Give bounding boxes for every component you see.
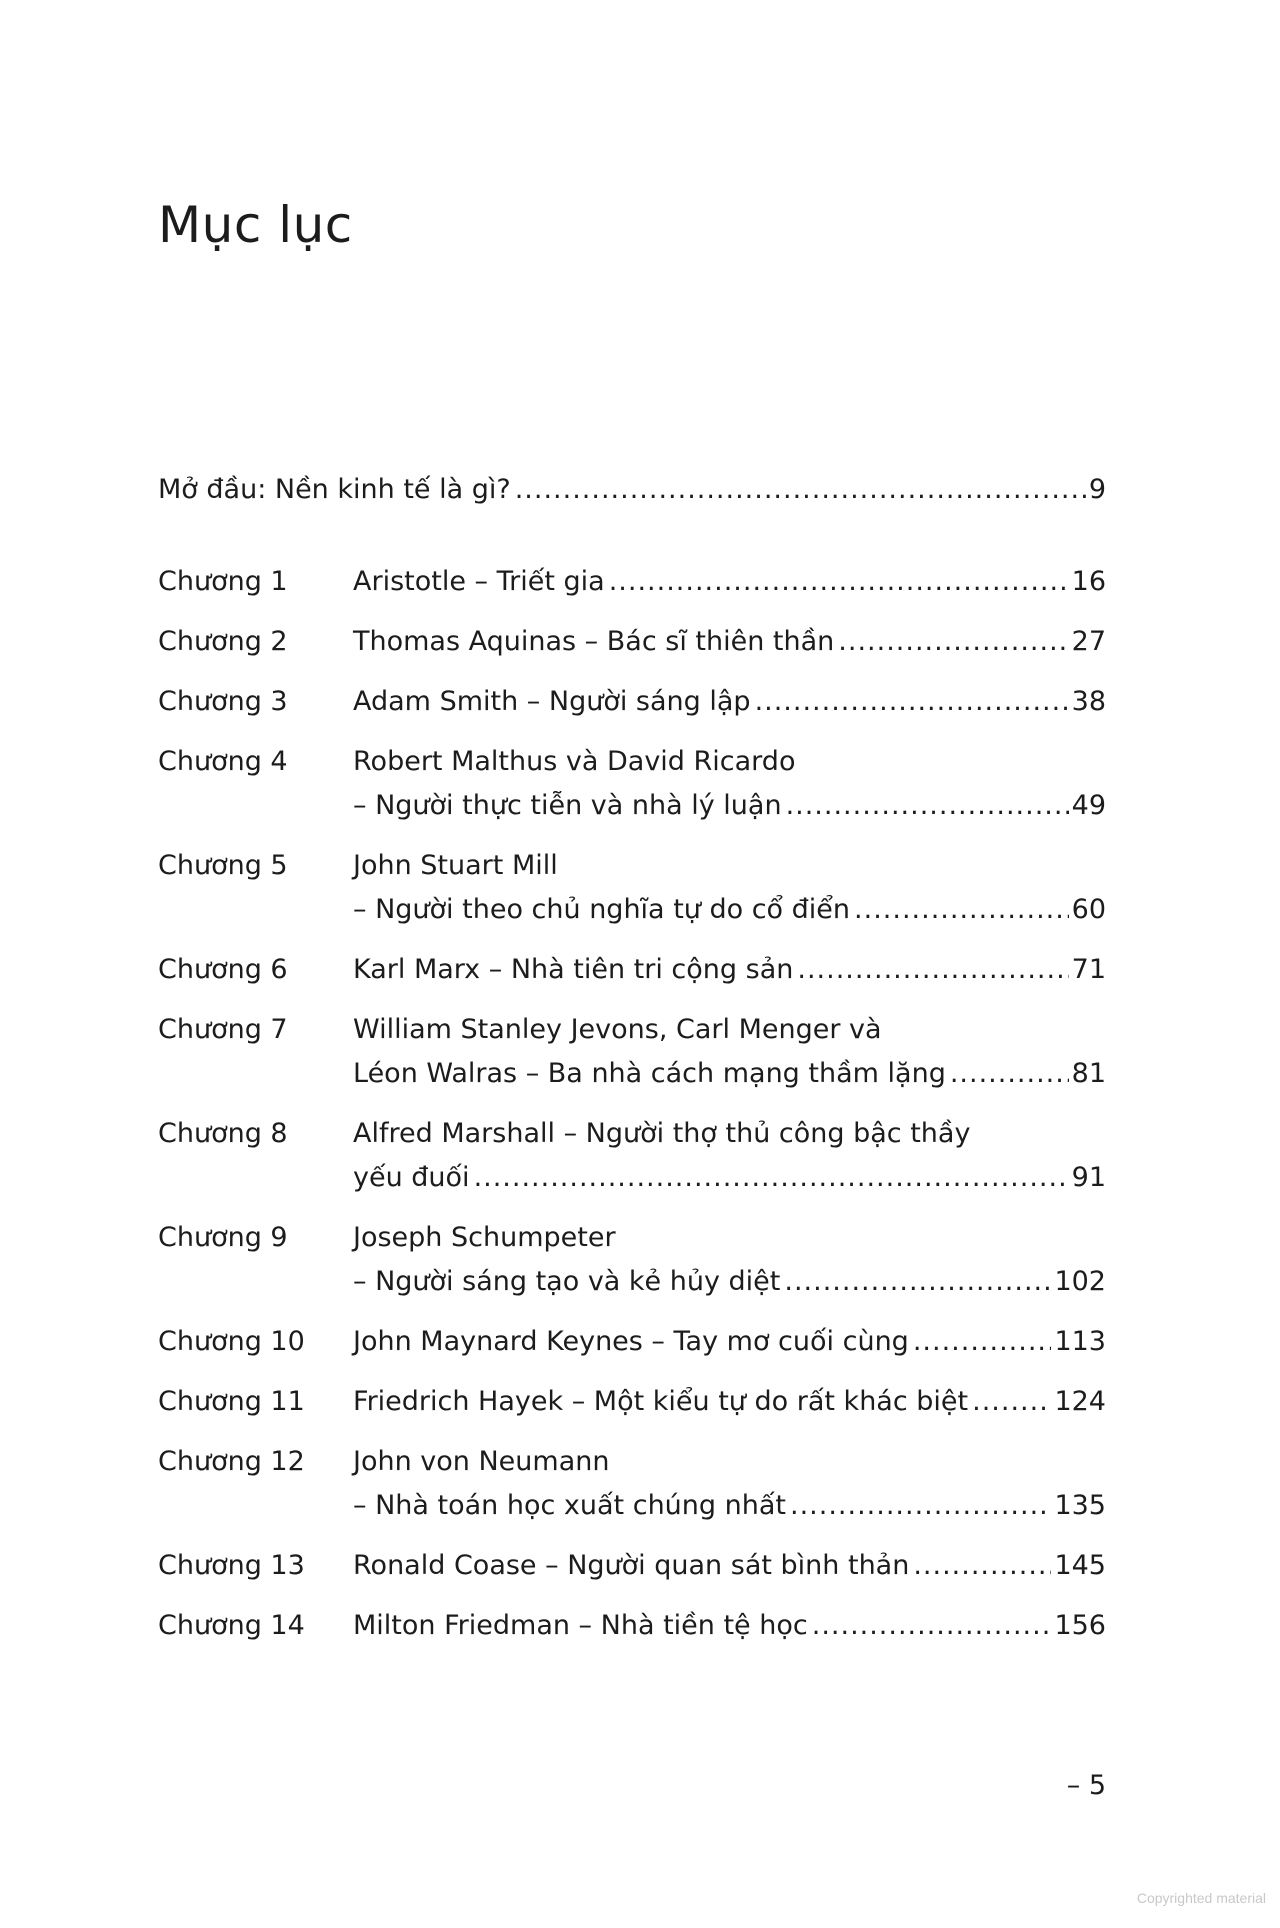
chapter-page-number: 113 xyxy=(1054,1326,1106,1357)
chapter-title-block xyxy=(353,740,1106,828)
toc-chapter-entry xyxy=(158,1440,1106,1528)
chapter-title-line: Adam Smith – Người sáng lập xyxy=(353,686,751,717)
chapter-page-number: 124 xyxy=(1054,1386,1106,1417)
chapter-title-last-line xyxy=(353,1544,1106,1588)
chapter-label: Chương 10 xyxy=(158,1326,305,1357)
dot-leader xyxy=(755,680,1069,724)
dot-leader xyxy=(838,620,1068,664)
chapter-title-block xyxy=(353,1216,1106,1304)
table-of-contents xyxy=(158,468,1106,1664)
page-title: Mục lục xyxy=(158,196,353,254)
toc-chapter-entry xyxy=(158,560,1106,604)
chapter-page-number: 135 xyxy=(1054,1490,1106,1521)
chapter-title-last-line xyxy=(353,620,1106,664)
page-number: – 5 xyxy=(1066,1770,1106,1801)
chapter-title-line: yếu đuối xyxy=(353,1162,470,1193)
dot-leader xyxy=(797,948,1068,992)
toc-chapter-entry xyxy=(158,1604,1106,1648)
chapter-title-line: Thomas Aquinas – Bác sĩ thiên thần xyxy=(353,626,835,657)
chapter-title-line: Alfred Marshall – Người thợ thủ công bậc thầy xyxy=(353,1118,971,1149)
dot-leader xyxy=(972,1380,1051,1424)
chapter-title-line: – Người theo chủ nghĩa tự do cổ điển xyxy=(353,894,851,925)
chapter-label: Chương 4 xyxy=(158,746,288,777)
chapter-label: Chương 1 xyxy=(158,566,288,597)
copyright-watermark: Copyrighted material xyxy=(1136,1890,1266,1906)
chapter-title-line: Robert Malthus và David Ricardo xyxy=(353,746,796,777)
chapter-label: Chương 14 xyxy=(158,1610,305,1641)
chapter-title-line: William Stanley Jevons, Carl Menger và xyxy=(353,1014,882,1045)
dot-leader xyxy=(913,1544,1051,1588)
chapter-title-line: Joseph Schumpeter xyxy=(353,1222,616,1253)
toc-chapter-entry xyxy=(158,740,1106,828)
chapter-title-line: Aristotle – Triết gia xyxy=(353,566,605,597)
chapter-title-block xyxy=(353,948,1106,992)
chapter-label: Chương 9 xyxy=(158,1222,288,1253)
dot-leader xyxy=(609,560,1069,604)
dot-leader xyxy=(950,1052,1069,1096)
chapter-page-number: 71 xyxy=(1071,954,1106,985)
toc-intro-entry xyxy=(158,468,1106,512)
dot-leader xyxy=(786,784,1069,828)
chapter-label: Chương 11 xyxy=(158,1386,305,1417)
chapter-title-line: – Người thực tiễn và nhà lý luận xyxy=(353,790,782,821)
chapter-title-last-line xyxy=(353,1260,1106,1304)
chapter-label: Chương 12 xyxy=(158,1446,305,1477)
dot-leader xyxy=(812,1604,1052,1648)
chapter-title-line: Léon Walras – Ba nhà cách mạng thầm lặng xyxy=(353,1058,946,1089)
chapter-title-block xyxy=(353,680,1106,724)
toc-chapter-entry xyxy=(158,1380,1106,1424)
chapter-title-last-line xyxy=(353,1604,1106,1648)
chapter-title-block xyxy=(353,560,1106,604)
chapter-title-line: Karl Marx – Nhà tiên tri cộng sản xyxy=(353,954,794,985)
toc-chapter-entry xyxy=(158,620,1106,664)
chapter-page-number: 49 xyxy=(1071,790,1106,821)
chapter-label: Chương 5 xyxy=(158,850,288,881)
chapter-page-number: 27 xyxy=(1071,626,1106,657)
chapter-title-last-line xyxy=(353,784,1106,828)
chapter-label: Chương 7 xyxy=(158,1014,288,1045)
chapter-title-last-line xyxy=(353,1380,1106,1424)
dot-leader xyxy=(913,1320,1052,1364)
chapter-title-last-line xyxy=(353,948,1106,992)
chapter-page-number: 16 xyxy=(1071,566,1106,597)
chapter-title-last-line xyxy=(353,560,1106,604)
chapter-title-line: John von Neumann xyxy=(353,1446,610,1477)
chapter-label: Chương 8 xyxy=(158,1118,288,1149)
toc-chapter-entry xyxy=(158,948,1106,992)
dot-leader xyxy=(784,1260,1051,1304)
chapter-list xyxy=(158,560,1106,1648)
chapter-title-block xyxy=(353,1320,1106,1364)
toc-chapter-entry xyxy=(158,844,1106,932)
chapter-page-number: 81 xyxy=(1071,1058,1106,1089)
chapter-title-line: Friedrich Hayek – Một kiểu tự do rất khác biệt xyxy=(353,1386,969,1417)
chapter-title-last-line xyxy=(353,888,1106,932)
dot-leader xyxy=(474,1156,1069,1200)
toc-chapter-entry xyxy=(158,1544,1106,1588)
chapter-page-number: 91 xyxy=(1071,1162,1106,1193)
toc-chapter-entry xyxy=(158,1216,1106,1304)
dot-leader xyxy=(854,888,1069,932)
chapter-title-line: – Nhà toán học xuất chúng nhất xyxy=(353,1490,786,1521)
chapter-title-line: John Stuart Mill xyxy=(353,850,558,881)
chapter-label: Chương 6 xyxy=(158,954,288,985)
chapter-title-line: Milton Friedman – Nhà tiền tệ học xyxy=(353,1610,808,1641)
chapter-title-block xyxy=(353,620,1106,664)
chapter-title-line: John Maynard Keynes – Tay mơ cuối cùng xyxy=(353,1326,909,1357)
chapter-page-number: 102 xyxy=(1054,1266,1106,1297)
toc-intro-page: 9 xyxy=(1088,474,1106,505)
chapter-title-last-line xyxy=(353,1052,1106,1096)
toc-chapter-entry xyxy=(158,680,1106,724)
toc-chapter-entry xyxy=(158,1112,1106,1200)
chapter-title-block xyxy=(353,1380,1106,1424)
chapter-label: Chương 2 xyxy=(158,626,288,657)
toc-intro-text: Mở đầu: Nền kinh tế là gì? xyxy=(158,474,511,505)
chapter-title-block xyxy=(353,1604,1106,1648)
chapter-label: Chương 13 xyxy=(158,1550,305,1581)
chapter-title-last-line xyxy=(353,1484,1106,1528)
toc-chapter-entry xyxy=(158,1320,1106,1364)
chapter-title-block xyxy=(353,1544,1106,1588)
chapter-title-block xyxy=(353,1112,1106,1200)
chapter-title-last-line xyxy=(353,1320,1106,1364)
chapter-title-line: Ronald Coase – Người quan sát bình thản xyxy=(353,1550,910,1581)
chapter-title-block xyxy=(353,1440,1106,1528)
chapter-title-last-line xyxy=(353,1156,1106,1200)
chapter-title-block xyxy=(353,844,1106,932)
chapter-title-line: – Người sáng tạo và kẻ hủy diệt xyxy=(353,1266,781,1297)
chapter-page-number: 145 xyxy=(1054,1550,1106,1581)
chapter-title-block xyxy=(353,1008,1106,1096)
chapter-label: Chương 3 xyxy=(158,686,288,717)
dot-leader xyxy=(515,468,1086,512)
dot-leader xyxy=(790,1484,1051,1528)
chapter-page-number: 38 xyxy=(1071,686,1106,717)
chapter-page-number: 156 xyxy=(1054,1610,1106,1641)
chapter-title-last-line xyxy=(353,680,1106,724)
toc-chapter-entry xyxy=(158,1008,1106,1096)
chapter-page-number: 60 xyxy=(1071,894,1106,925)
